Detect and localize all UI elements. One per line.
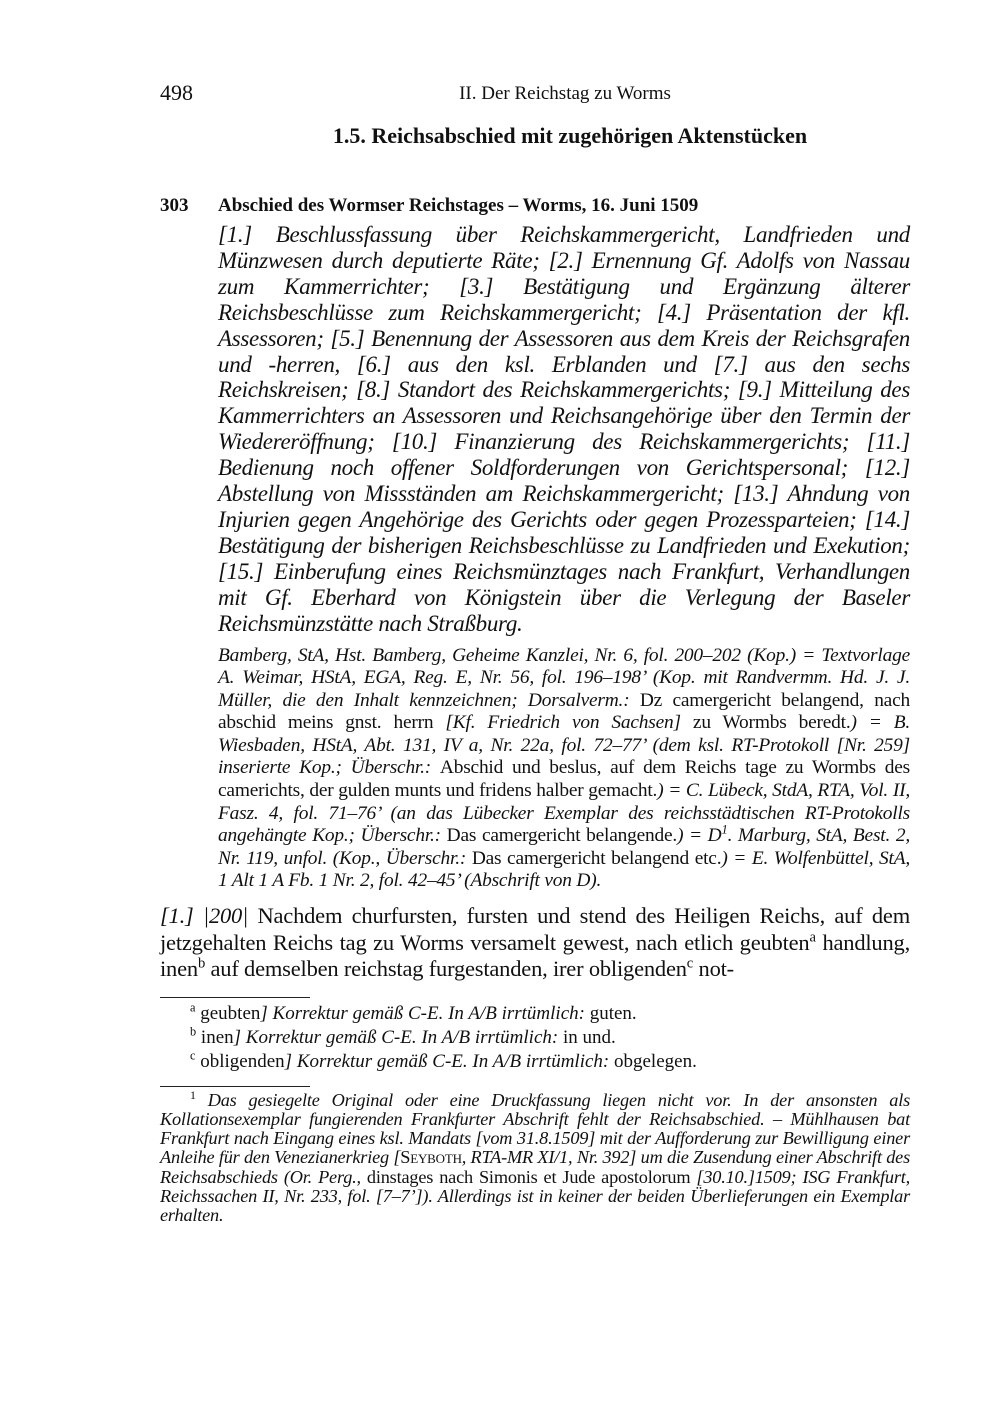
text-run: ] Korrektur gemäß C-E. In A/B irrtümlich: xyxy=(233,1026,563,1048)
text-run: in und. xyxy=(562,1026,616,1048)
main-text xyxy=(160,903,910,983)
text-run: auf demselben reichstag furgestanden, irer obligenden xyxy=(205,956,687,982)
note-marker: c xyxy=(686,955,694,972)
text-run: . Marburg, StA, Best. 2, Nr. 119, unfol. (Kop., Überschr.: xyxy=(218,825,910,869)
text-run: Dz camergericht belangend, nach abschid meins gnst. herrn xyxy=(218,689,910,734)
apparatus-note-a xyxy=(160,1002,910,1026)
page-header xyxy=(160,80,910,114)
text-run: , RTA-MR XI/1, Nr. 392] um die Zusendung einer Abschrift des Reichsabschieds (Or. Perg., xyxy=(160,1147,910,1187)
running-head: II. Der Reichstag zu Worms xyxy=(459,83,671,104)
text-run: Seyboth xyxy=(400,1147,462,1168)
text-run: handlung, inen xyxy=(160,929,911,982)
text-run: ) = C. Lübeck, StdA, RTA, Vol. II, Fasz. 4, fol. 71–76’ (an das Lübecker Exemplar des reichsstädtischen RT-Protokolls angehängte Kop.; Überschr.: xyxy=(218,780,910,847)
text-run: Das camergericht belangend etc. xyxy=(471,847,722,869)
document-heading xyxy=(160,194,910,218)
note-marker: b xyxy=(190,1024,197,1039)
document-summary: [1.] Beschlussfassung über Reichskammergericht, Landfrieden und Münzwesen durch deputierte Räte; [2.] Ernennung Gf. Adolfs von Nassau zum Kammerrichter; [3.] Bestätigung und Ergänzung älterer Reichsbeschlüsse zum Reichskammergericht; [4.] Präsentation der kfl. Assessoren; [5.] Benennung der Assessoren aus dem Kreis der Reichsgrafen und -herren, [6.] aus den ksl. Erblanden und [7.] aus den sechs Reichskreisen; [8.] Standort des Reichskammergerichts; [9.] Mitteilung des Kammerrichters an Assessoren und Reichsangehörige über den Termin der Wiedereröffnung; [10.] Finanzierung des Reichskammergerichts; [11.] Bedienung noch offener Soldforderungen von Gerichtspersonal; [12.] Abstellung von Missständen am Reichskammergericht; [13.] Ahndung von Injurien gegen Angehörige des Gerichts oder gegen Prozessparteien; [14.] Bestätigung der bisherigen Reichsbeschlüsse zu Landfrieden und Exekution; [15.] Einberufung eines Reichsmünztages nach Frankfurt, Verhandlungen mit Gf. Eberhard von Königstein über die Verlegung der Baseler Reichsmünzstätte nach Straßburg. xyxy=(218,222,910,636)
text-run: ] Korrektur gemäß C-E. In A/B irrtümlich: xyxy=(260,1002,590,1024)
text-run: Nachdem churfursten, fursten und stend des Heiligen Reichs, auf dem jetzgehalten Reichs tag zu Worms versamelt gewest, nach etlich geubten xyxy=(160,903,910,955)
text-run: obgelegen. xyxy=(613,1050,697,1072)
document-number: 303 xyxy=(160,195,189,216)
text-run: ) = B. Wiesbaden, HStA, Abt. 131, IV a, Nr. 22a, fol. 72–77’ (dem ksl. RT-Protokoll [Nr. 259] inserierte Kop.; Überschr.: xyxy=(218,712,911,779)
text-run: Das gesiegelte Original oder eine Druckfassung liegen nicht vor. In der ansonsten als Kollationsexemplar fungierenden Frankfurter Abschrift fehlt der Reichsabschied. – Mühlhausen bat Frankfurt nach Eingang eines ksl. Mandats [vom 31.8.1509] mit der Aufforderung zur Bewilligung einer Anleihe für den Venezianerkrieg [ xyxy=(160,1089,910,1168)
text-run: ) = E. Wolfenbüttel, StA, 1 Alt 1 A Fb. 1 Nr. 2, fol. 42–45’ (Abschrift von D). xyxy=(218,847,910,892)
footnote-rule xyxy=(160,1086,310,1087)
text-apparatus xyxy=(160,1002,910,1074)
text-run: [Kf. Friedrich von Sachsen] xyxy=(445,712,681,734)
document-header-block xyxy=(218,222,910,893)
text-run: [1.] |200| xyxy=(160,903,258,929)
text-run: ) = D xyxy=(677,825,722,847)
note-marker: b xyxy=(197,955,206,972)
apparatus-rule xyxy=(160,997,310,998)
note-marker: c xyxy=(190,1048,196,1063)
page-number: 498 xyxy=(160,80,193,105)
note-marker: 1 xyxy=(721,822,728,837)
text-run: Das camergericht belangende. xyxy=(446,825,678,847)
section-title: 1.5. Reichsabschied mit zugehörigen Aktenstücken xyxy=(332,123,808,148)
text-run: inen xyxy=(196,1026,234,1048)
footnote-1 xyxy=(160,1087,910,1226)
text-run: geubten xyxy=(195,1002,261,1024)
note-marker: 1 xyxy=(190,1087,196,1102)
text-run: [30.10.]1509; ISG Frankfurt, Reichssachen II, Nr. 233, fol. [7–7’]). Allerdings ist in keiner der beiden Überlieferungen ein Exemplar erhalten. xyxy=(160,1166,910,1226)
note-marker: a xyxy=(190,1000,196,1015)
text-run: not- xyxy=(693,956,734,982)
note-marker: a xyxy=(809,929,816,946)
source-references xyxy=(218,645,910,894)
text-run: guten. xyxy=(589,1002,637,1024)
text-run: Bamberg, StA, Hst. Bamberg, Geheime Kanzlei, Nr. 6, fol. 200–202 (Kop.) = Textvorlage A. Weimar, HStA, EGA, Reg. E, Nr. 56, fol. 196–198’ (Kop. mit Randvermm. Hd. J. J. Müller, die den Inhalt kennzeichnen; Dorsalverm.: xyxy=(218,644,910,711)
text-run: zu Wormbs beredt. xyxy=(680,712,851,734)
text-run: obligenden xyxy=(195,1050,285,1072)
apparatus-note-c xyxy=(160,1050,910,1074)
text-run: dinstages nach Simonis et Jude apostolorum xyxy=(366,1166,697,1187)
apparatus-note-b xyxy=(160,1026,910,1050)
document-title: Abschied des Wormser Reichstages – Worms, 16. Juni 1509 xyxy=(218,195,699,216)
text-run: Abschid und beslus, auf dem Reichs tage zu Wormbs des camerichts, der gulden munts und fridens halber gemacht. xyxy=(218,757,910,802)
text-run: ] Korrektur gemäß C-E. In A/B irrtümlich: xyxy=(284,1050,614,1072)
